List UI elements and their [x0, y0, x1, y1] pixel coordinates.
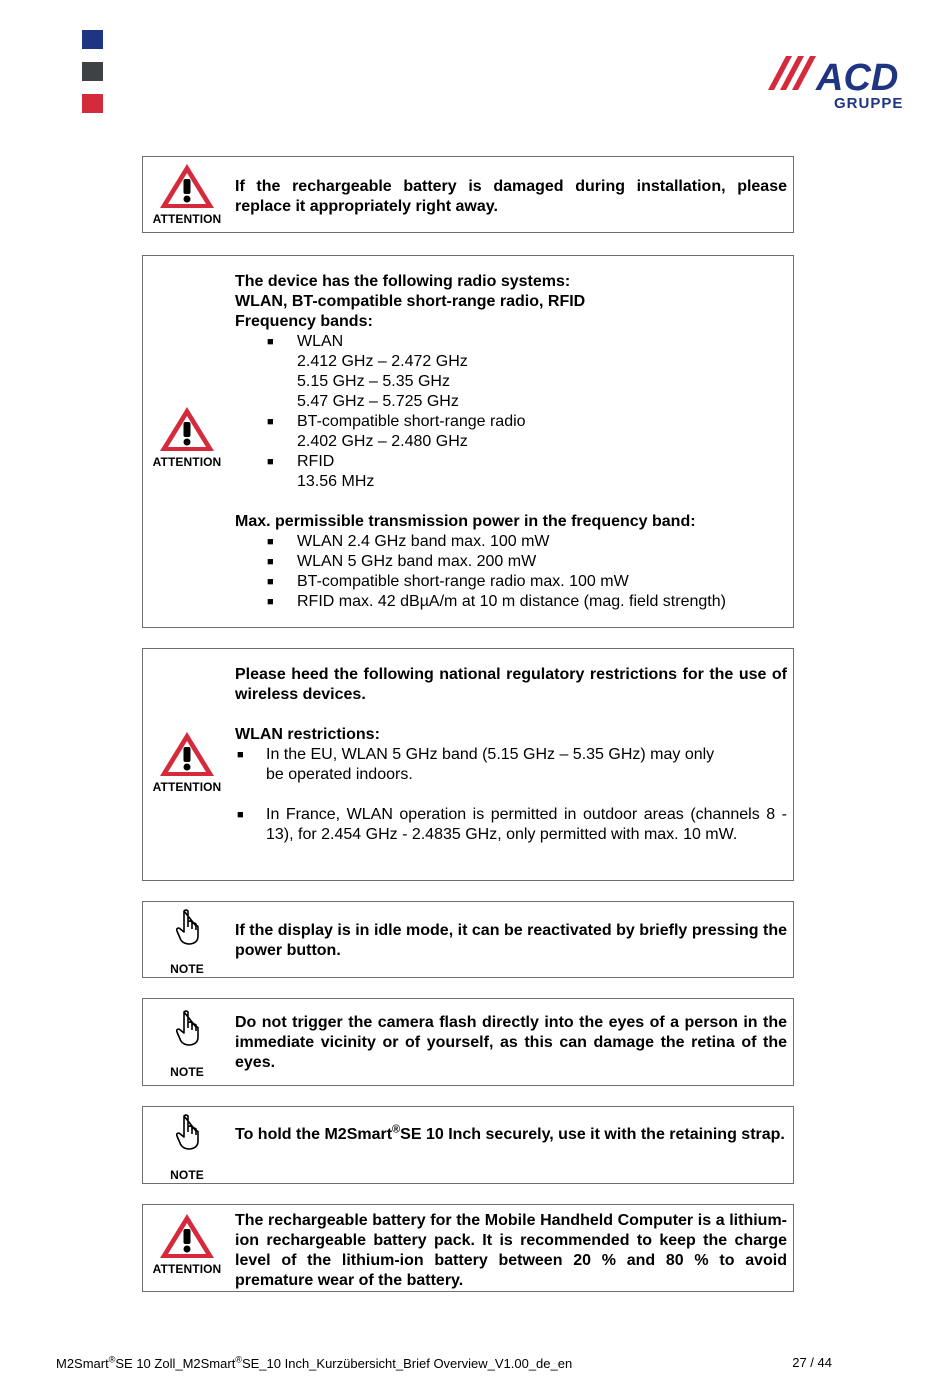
regulatory-intro: Please heed the following national regulatory restrictions for the use of wireless devices. [235, 666, 787, 703]
attention-marker [143, 1211, 231, 1276]
power-item: ■ WLAN 2.4 GHz band max. 100 mW [267, 533, 550, 550]
brand-square-red [82, 94, 103, 113]
acd-logo [766, 48, 918, 112]
footer-document-name: M2Smart®SE 10 Zoll_M2Smart®SE_10 Inch_Kurzübersicht_Brief Overview_V1.00_de_en [56, 1355, 573, 1372]
attention-marker [143, 729, 231, 794]
restriction-item-france: ■ In France, WLAN operation is permitted in outdoor areas (channels 8 - 13), for 2.454 GHz - 2.4835 GHz, only permitted with max. 10 mW. [237, 806, 787, 843]
warning-triangle-icon [157, 404, 217, 454]
note-marker [143, 1113, 231, 1182]
box3-content [235, 665, 787, 845]
attention-label: ATTENTION [152, 1262, 222, 1276]
page-footer [56, 1355, 832, 1371]
wlan-restrictions-heading: WLAN restrictions: [235, 726, 380, 743]
attention-box-battery-damage [142, 156, 794, 233]
note-marker [143, 908, 231, 976]
power-item: ■ WLAN 5 GHz band max. 200 mW [267, 553, 537, 570]
warning-triangle-icon [157, 729, 217, 779]
page-number: 27 / 44 [792, 1355, 832, 1370]
note-label: NOTE [170, 962, 204, 976]
box4-text: If the display is in idle mode, it can be reactivated by briefly pressing the power button. [235, 922, 787, 959]
power-heading: Max. permissible transmission power in the frequency band: [235, 513, 696, 530]
pointing-hand-icon [174, 908, 200, 948]
pointing-hand-icon [174, 1009, 200, 1049]
attention-label: ATTENTION [152, 455, 222, 469]
logo-sub: GRUPPE [834, 95, 904, 112]
brand-square-blue [82, 30, 103, 49]
restriction-item-eu: ■ In the EU, WLAN 5 GHz band (5.15 GHz – 5.35 GHz) may only be operated indoors. [237, 746, 715, 783]
power-item: ■ BT-compatible short-range radio max. 100 mW [267, 573, 629, 590]
band-item-bt: ■ BT-compatible short-range radio 2.402 GHz – 2.480 GHz [267, 413, 526, 450]
frequency-bands-heading: Frequency bands: [235, 313, 373, 330]
radio-systems-heading: The device has the following radio systems: [235, 273, 571, 290]
band-item-rfid: ■ RFID 13.56 MHz [267, 453, 375, 490]
radio-systems-list: WLAN, BT-compatible short-range radio, RFID [235, 293, 586, 310]
attention-box-radio-systems [142, 255, 794, 628]
brand-square-gray [82, 62, 103, 81]
pointing-hand-icon [174, 1113, 200, 1153]
note-label: NOTE [170, 1168, 204, 1182]
note-box-retaining-strap [142, 1106, 794, 1184]
note-label: NOTE [170, 1065, 204, 1079]
box2-content [235, 272, 787, 612]
note-box-camera-flash [142, 998, 794, 1086]
attention-label: ATTENTION [152, 780, 222, 794]
attention-box-battery-care [142, 1204, 794, 1292]
attention-box-regulatory [142, 648, 794, 881]
note-marker [143, 1009, 231, 1079]
attention-label: ATTENTION [152, 212, 222, 226]
box7-text: The rechargeable battery for the Mobile Handheld Computer is a lithium-ion rechargeable battery pack. It is recommended to keep the charge level of the lithium-ion battery between 20 % and 80 % to avoid premature wear of the battery. [235, 1212, 787, 1289]
warning-triangle-icon [157, 161, 217, 211]
box5-text: Do not trigger the camera flash directly into the eyes of a person in the immediate vicinity or of yourself, as this can damage the retina of the eyes. [235, 1014, 787, 1071]
power-item: ■ RFID max. 42 dBµA/m at 10 m distance (mag. field strength) [267, 593, 726, 610]
note-box-idle-mode [142, 901, 794, 978]
logo-brand: ACD [816, 57, 899, 99]
box6-text: To hold the M2Smart®SE 10 Inch securely, use it with the retaining strap. [235, 1123, 785, 1143]
warning-triangle-icon [157, 1211, 217, 1261]
attention-marker [143, 161, 231, 226]
box1-text: If the rechargeable battery is damaged during installation, please replace it appropriately right away. [235, 178, 787, 215]
band-item-wlan: ■ WLAN 2.412 GHz – 2.472 GHz 5.15 GHz – 5.35 GHz 5.47 GHz – 5.725 GHz [267, 333, 468, 410]
attention-marker [143, 404, 231, 469]
